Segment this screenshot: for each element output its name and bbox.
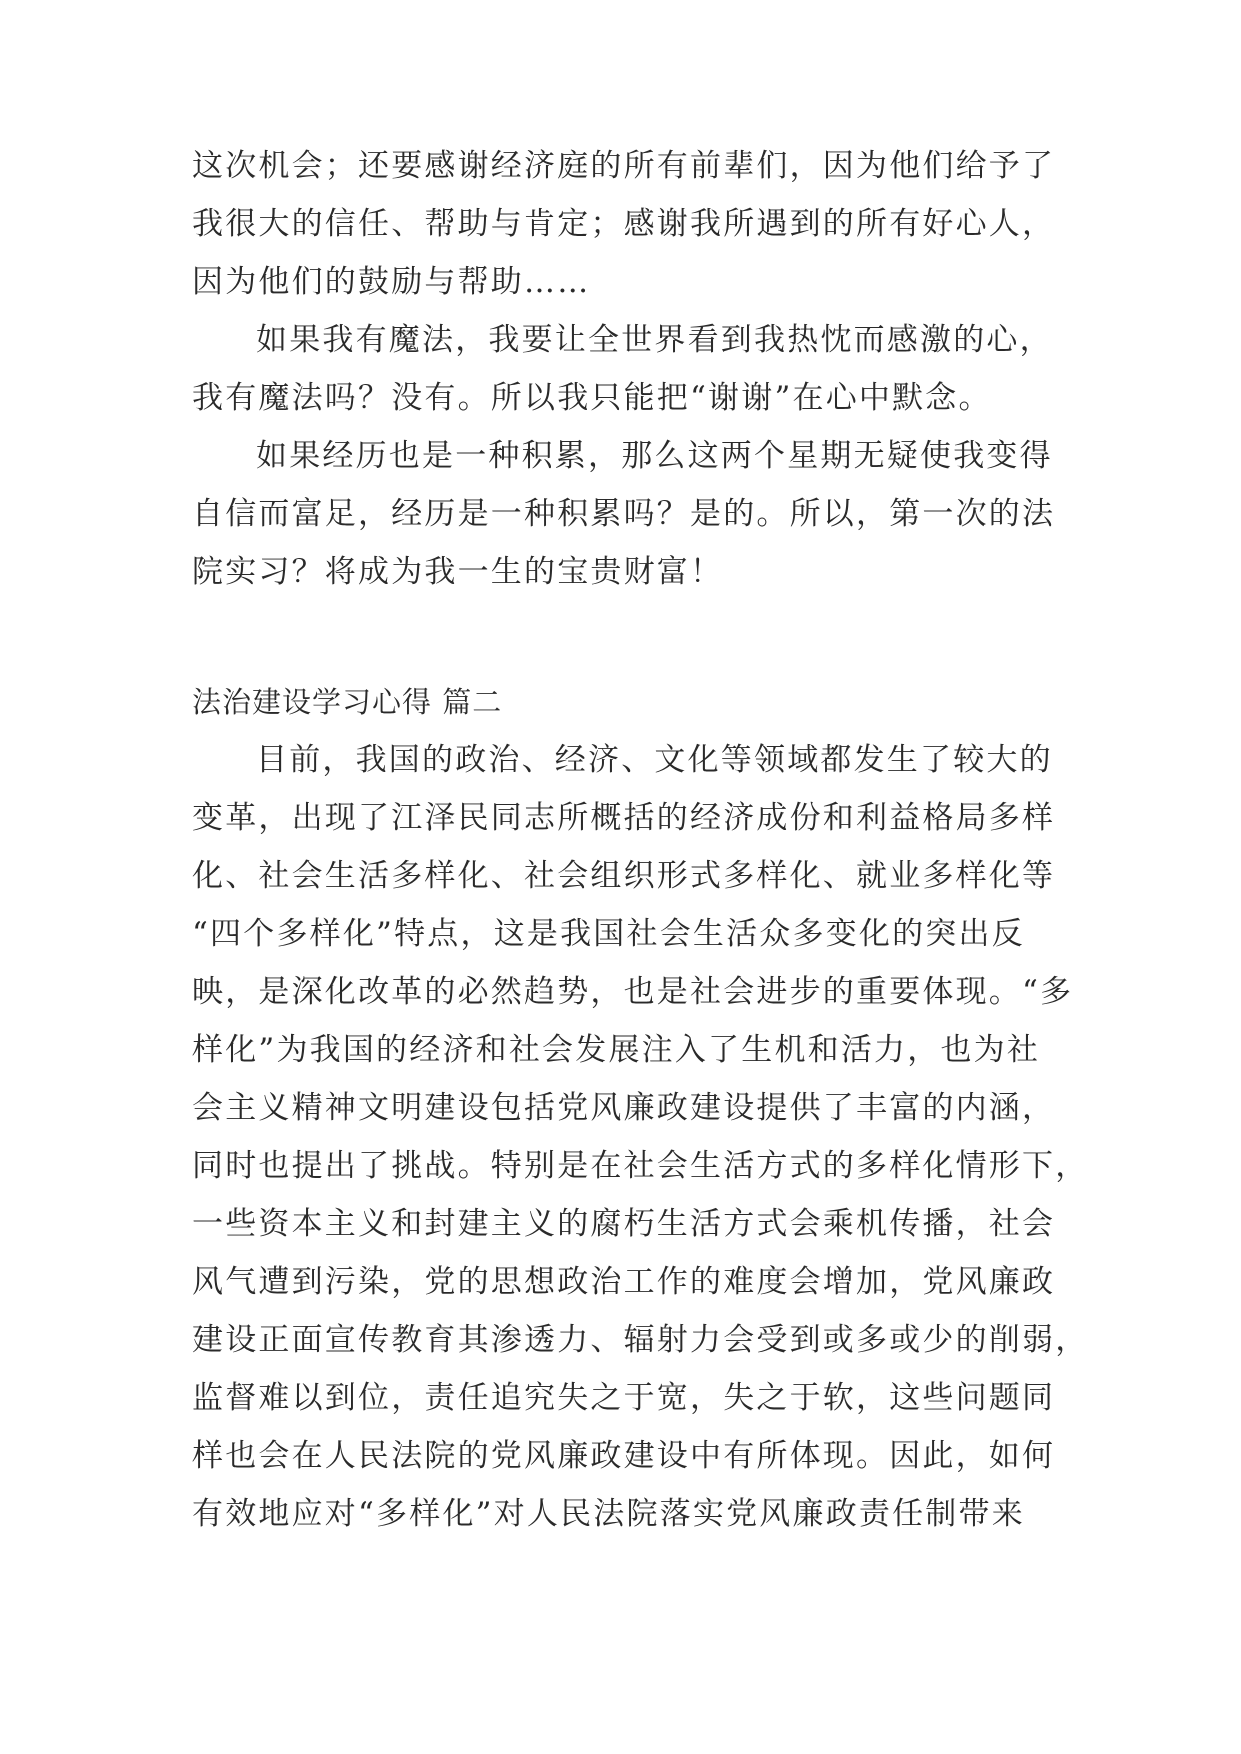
paragraph-line: “四个多样化”特点，这是我国社会生活众多变化的突出反	[192, 916, 1025, 952]
paragraph-line: 因为他们的鼓励与帮助……	[192, 264, 591, 300]
paragraph-line: 会主义精神文明建设包括党风廉政建设提供了丰富的内涵，	[192, 1090, 1056, 1126]
paragraph-line: 建设正面宣传教育其渗透力、辐射力会受到或多或少的削弱，	[192, 1322, 1089, 1358]
paragraph-line: 我很大的信任、帮助与肯定；感谢我所遇到的所有好心人，	[192, 206, 1056, 242]
paragraph-line: 样也会在人民法院的党风廉政建设中有所体现。因此，如何	[192, 1438, 1056, 1474]
paragraph-line: 我有魔法吗？没有。所以我只能把“谢谢”在心中默念。	[192, 380, 992, 416]
paragraph-line: 变革，出现了江泽民同志所概括的经济成份和利益格局多样	[192, 800, 1056, 836]
paragraph-line: 自信而富足，经历是一种积累吗？是的。所以，第一次的法	[192, 496, 1056, 532]
paragraph-line: 目前，我国的政治、经济、文化等领域都发生了较大的	[256, 742, 1053, 778]
paragraph-line: 如果我有魔法，我要让全世界看到我热忱而感激的心，	[256, 322, 1053, 358]
paragraph-line: 映，是深化改革的必然趋势，也是社会进步的重要体现。“多	[192, 974, 1074, 1010]
paragraph-line: 风气遭到污染，党的思想政治工作的难度会增加，党风廉政	[192, 1264, 1056, 1300]
paragraph-line: 同时也提出了挑战。特别是在社会生活方式的多样化情形下，	[192, 1148, 1089, 1184]
section-heading: 法治建设学习心得 篇二	[192, 685, 503, 719]
paragraph-line: 如果经历也是一种积累，那么这两个星期无疑使我变得	[256, 438, 1053, 474]
paragraph-line: 一些资本主义和封建主义的腐朽生活方式会乘机传播，社会	[192, 1206, 1056, 1242]
paragraph-line: 化、社会生活多样化、社会组织形式多样化、就业多样化等	[192, 858, 1056, 894]
paragraph-line: 监督难以到位，责任追究失之于宽，失之于软，这些问题同	[192, 1380, 1056, 1416]
paragraph-line: 院实习？将成为我一生的宝贵财富！	[192, 554, 724, 590]
paragraph-line: 这次机会；还要感谢经济庭的所有前辈们，因为他们给予了	[192, 148, 1056, 184]
paragraph-line: 有效地应对“多样化”对人民法院落实党风廉政责任制带来	[192, 1496, 1025, 1532]
paragraph-line: 样化”为我国的经济和社会发展注入了生机和活力，也为社	[192, 1032, 1041, 1068]
